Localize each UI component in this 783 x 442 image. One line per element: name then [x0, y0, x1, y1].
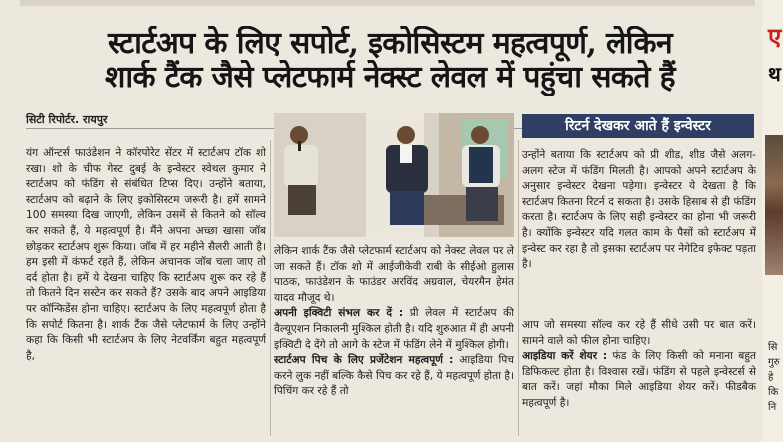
top-strip: [20, 0, 755, 6]
column-2-text-2: प्री लेवल में स्टार्टअप की वैल्यूएशन निकालनी मुश्किल होती है। यदि शुरुआत में ही अपनी इक्विटी दे देंगे तो आगे के स्टेज में फंडिंग लेने में मुश्किल होगी।: [274, 307, 514, 351]
headline-line-1: स्टार्टअप के लिए सपोर्ट, इकोसिस्टम महत्वपूर्ण, लेकिन: [107, 26, 673, 61]
headline-line-2: शार्क टैंक जैसे प्लेटफार्म नेक्स्ट लेवल में पहुंचा सकते हैं: [104, 60, 676, 95]
adjacent-headline-black: थ: [768, 62, 781, 86]
adjacent-article-edge: [762, 0, 783, 442]
event-photo-illustration: [274, 113, 514, 237]
column-divider-1: [270, 140, 271, 436]
column-2-paragraph-2: [274, 306, 514, 353]
article-column-4: [522, 318, 756, 436]
column-4-paragraph-2: [522, 349, 756, 411]
adjacent-photo: [765, 135, 783, 275]
column-divider-2: [518, 140, 519, 436]
article-column-2: [274, 244, 514, 436]
subhead-share-idea: आइडिया करें शेयर :: [522, 350, 608, 363]
subhead-pitch: स्टार्टअप पिच के लिए प्रजेंटेशन महत्वपूर्ण :: [274, 354, 454, 367]
event-photo: [274, 113, 514, 237]
article-column-3: [522, 148, 756, 304]
column-4-paragraph-1: आप जो समस्या सॉल्व कर रहे हैं सीधे उसी पर बात करें। सामने वाले को फील होना चाहिए।: [522, 319, 756, 347]
column-2-text-3: आइडिया पिच करने लुक नहीं बल्कि कैसे पिच कर रहे हैं, ये महत्वपूर्ण होता है। पिचिंग कर रहे हैं तो: [274, 354, 514, 398]
column-1-text: यंग ऑन्टर्स फाउंडेशन ने कॉरपोरेट सेंटर में स्टार्टअप टॉक शो रखा। शो के चीफ गेस्ट दुबई के इन्वेस्टर स्वेथल कुमार ने स्टार्टअप को फंडिंग से संबंधित टिप्स दिए। उन्होंने बताया, स्टार्टअप को बढ़ाने के लिए इकोसिस्टम जरूरी है। हमें सामने 100 समस्या दिख जाएगी, लेकिन उसमें से कितने को सॉल्व कर सकते हैं, ये महत्वपूर्ण है। मैंने अपना अच्छा खासा जॉब छोड़कर स्टार्टअप शुरू किया। जॉब में हर महीने सैलरी आती है। हम इसी में कंफर्ट रहते हैं, लेकिन अचानक जॉब चला जाए तो दर्द होता है। हमें ये देखना चाहिए कि स्टार्टअप शुरू कर रहे हैं तो कितने दिन सस्टेन कर सकते हैं? उसके बाद अपने आइडिया पर कॉन्फिडेंस होना चाहिए। स्टार्टअप के लिए महत्वपूर्ण होता है कि सपोर्ट कितना है। शार्क टैंक जैसे प्लेटफार्म के लिए उन्होंने कहा कि किसी भी स्टार्टअप के लिए नेटवर्किंग बहुत महत्वपूर्ण है,: [26, 147, 266, 362]
column-3-text: उन्होंने बताया कि स्टार्टअप को प्री शीड, शीड जैसे अलग-अलग स्टेज में फंडिंग मिलती है। आपको अपने स्टार्टअप के अनुसार इन्वेस्टर देखना पड़ेगा। इन्वेस्टर ये देखता है कि स्टार्टअप कितना रिटर्न द सकता है। उसके हिसाब से ही फंडिंग करता है। स्टार्टअप के लिए सही इन्वेस्टर का होना भी जरूरी है। क्योंकि इन्वेस्टर यदि गलत काम के पैसों को स्टार्टअप में इन्वेस्ट कर रहा है तो इसका स्टार्टअप पर नेगेटिव इफेक्ट पड़ता है।: [522, 149, 756, 271]
article-column-1: [26, 146, 266, 436]
byline: सिटी रिपोर्टर. रायपुर: [26, 113, 108, 126]
column-2-paragraph-3: [274, 353, 514, 400]
column-4-text-2: फंड के लिए किसी को मनाना बहुत डिफिकल्ट होता है। विश्वास रखें। फंडिंग से पहले इन्वेस्टर्स से बात करें। जहां मौका मिले आइडिया शेयर करें। फीडबैक महत्वपूर्ण है।: [522, 350, 756, 409]
adjacent-text: सि गुरु हे कि नि: [768, 342, 780, 413]
column-2-paragraph-1: लेकिन शार्क टैंक जैसे प्लेटफार्म स्टार्टअप को नेक्स्ट लेवल पर ले जा सकते हैं। टॉक शो में आईजीकेवी राबी के सीईओ हुलास पाठक, फाउंडेशन के फाउंडर अरविंद अग्रवाल, चेयरमैन हेमंत यादव मौजूद थे।: [274, 245, 514, 304]
adjacent-headline-red: ए: [768, 22, 782, 51]
section-heading: रिटर्न देखकर आते हैं इन्वेस्टर: [522, 114, 754, 138]
subhead-equity: अपनी इक्विटी संभल कर दें :: [274, 307, 404, 320]
